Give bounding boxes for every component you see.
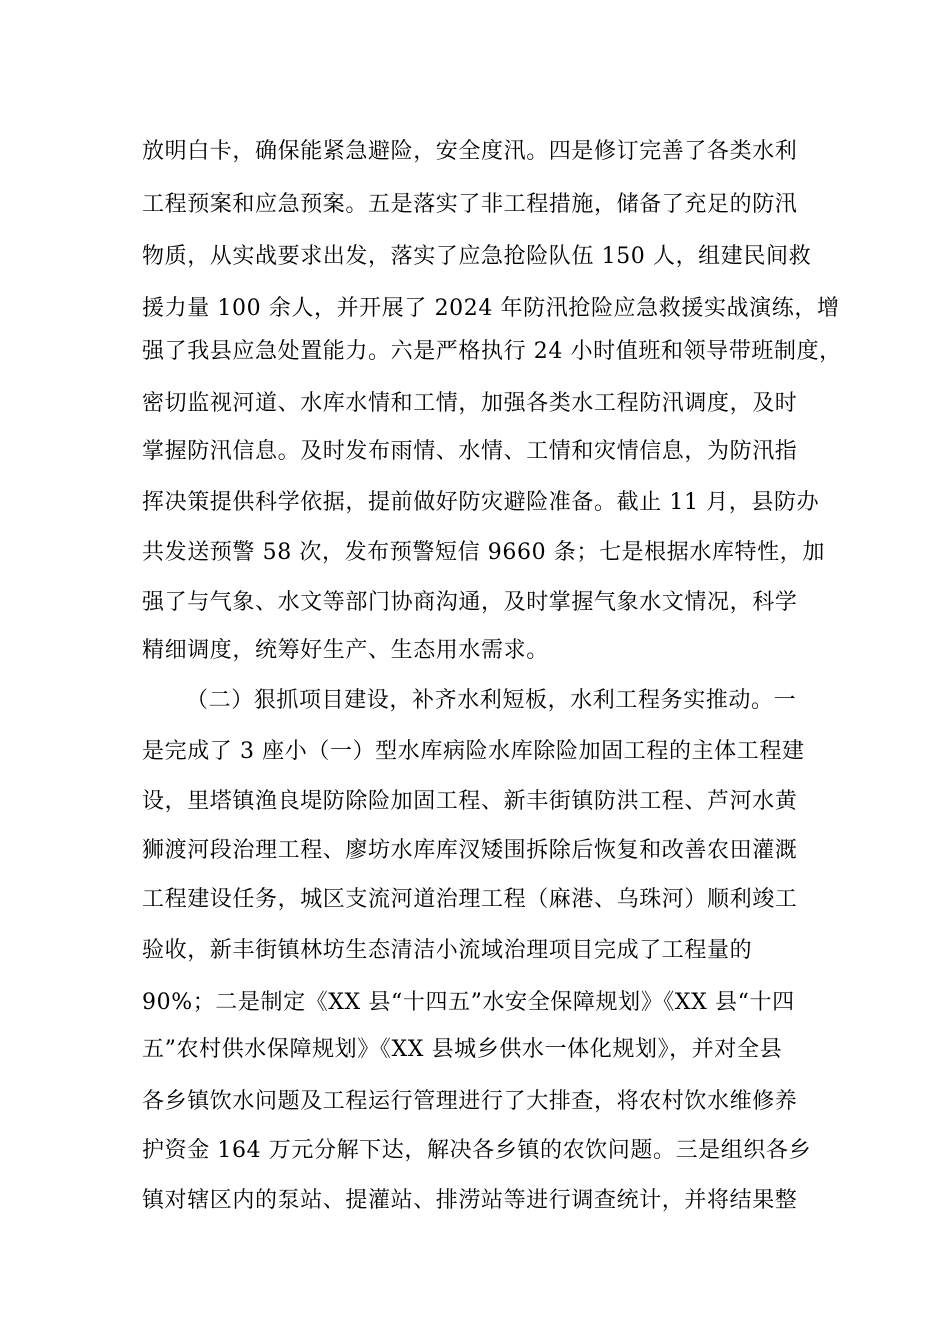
text-line: 物质，从实战要求出发，落实了应急抢险队伍 150 人，组建民间救 <box>142 244 812 269</box>
text-line: 90%；二是制定《XX 县“十四五”水安全保障规划》《XX 县“十四 <box>142 990 795 1015</box>
text-line: 强了我县应急处置能力。六是严格执行 24 小时值班和领导带班制度， <box>142 339 842 364</box>
text-line: 援力量 100 余人，并开展了 2024 年防汛抢险应急救援实战演练，增 <box>142 296 840 321</box>
text-line: 放明白卡，确保能紧急避险，安全度汛。四是修订完善了各类水利 <box>142 139 798 164</box>
text-line: 验收，新丰街镇林坊生态清洁小流域治理项目完成了工程量的 <box>142 938 753 963</box>
text-line: 各乡镇饮水问题及工程运行管理进行了大排查，将农村饮水维修养 <box>142 1089 798 1114</box>
text-line: 挥决策提供科学依据，提前做好防灾避险准备。截止 11 月，县防办 <box>142 490 820 515</box>
text-line: 狮渡河段治理工程、廖坊水库库汊矮围拆除后恢复和改善农田灌溉 <box>142 838 798 863</box>
text-line: 共发送预警 58 次，发布预警短信 9660 条；七是根据水库特性，加 <box>142 540 825 565</box>
text-line: 是完成了 3 座小（一）型水库病险水库除险加固工程的主体工程建 <box>142 739 805 764</box>
text-line: 强了与气象、水文等部门协商沟通，及时掌握气象水文情况，科学 <box>142 590 798 615</box>
text-line: 镇对辖区内的泵站、提灌站、排涝站等进行调查统计，并将结果整 <box>142 1188 798 1213</box>
text-line: 护资金 164 万元分解下达，解决各乡镇的农饮问题。三是组织各乡 <box>142 1138 812 1163</box>
text-line: 精细调度，统筹好生产、生态用水需求。 <box>142 638 549 663</box>
section-heading-line: （二）狠抓项目建设，补齐水利短板，水利工程务实推动。一 <box>186 688 797 713</box>
text-line: 密切监视河道、水库水情和工情，加强各类水工程防汛调度，及时 <box>142 391 798 416</box>
text-line: 掌握防汛信息。及时发布雨情、水情、工情和灾情信息，为防汛指 <box>142 439 798 464</box>
text-line: 设，里塔镇渔良堤防除险加固工程、新丰街镇防洪工程、芦河水黄 <box>142 789 798 814</box>
text-line: 工程建设任务，城区支流河道治理工程（麻港、乌珠河）顺利竣工 <box>142 887 798 912</box>
text-line: 五”农村供水保障规划》《XX 县城乡供水一体化规划》，并对全县 <box>142 1037 783 1062</box>
text-line: 工程预案和应急预案。五是落实了非工程措施，储备了充足的防汛 <box>142 192 798 217</box>
